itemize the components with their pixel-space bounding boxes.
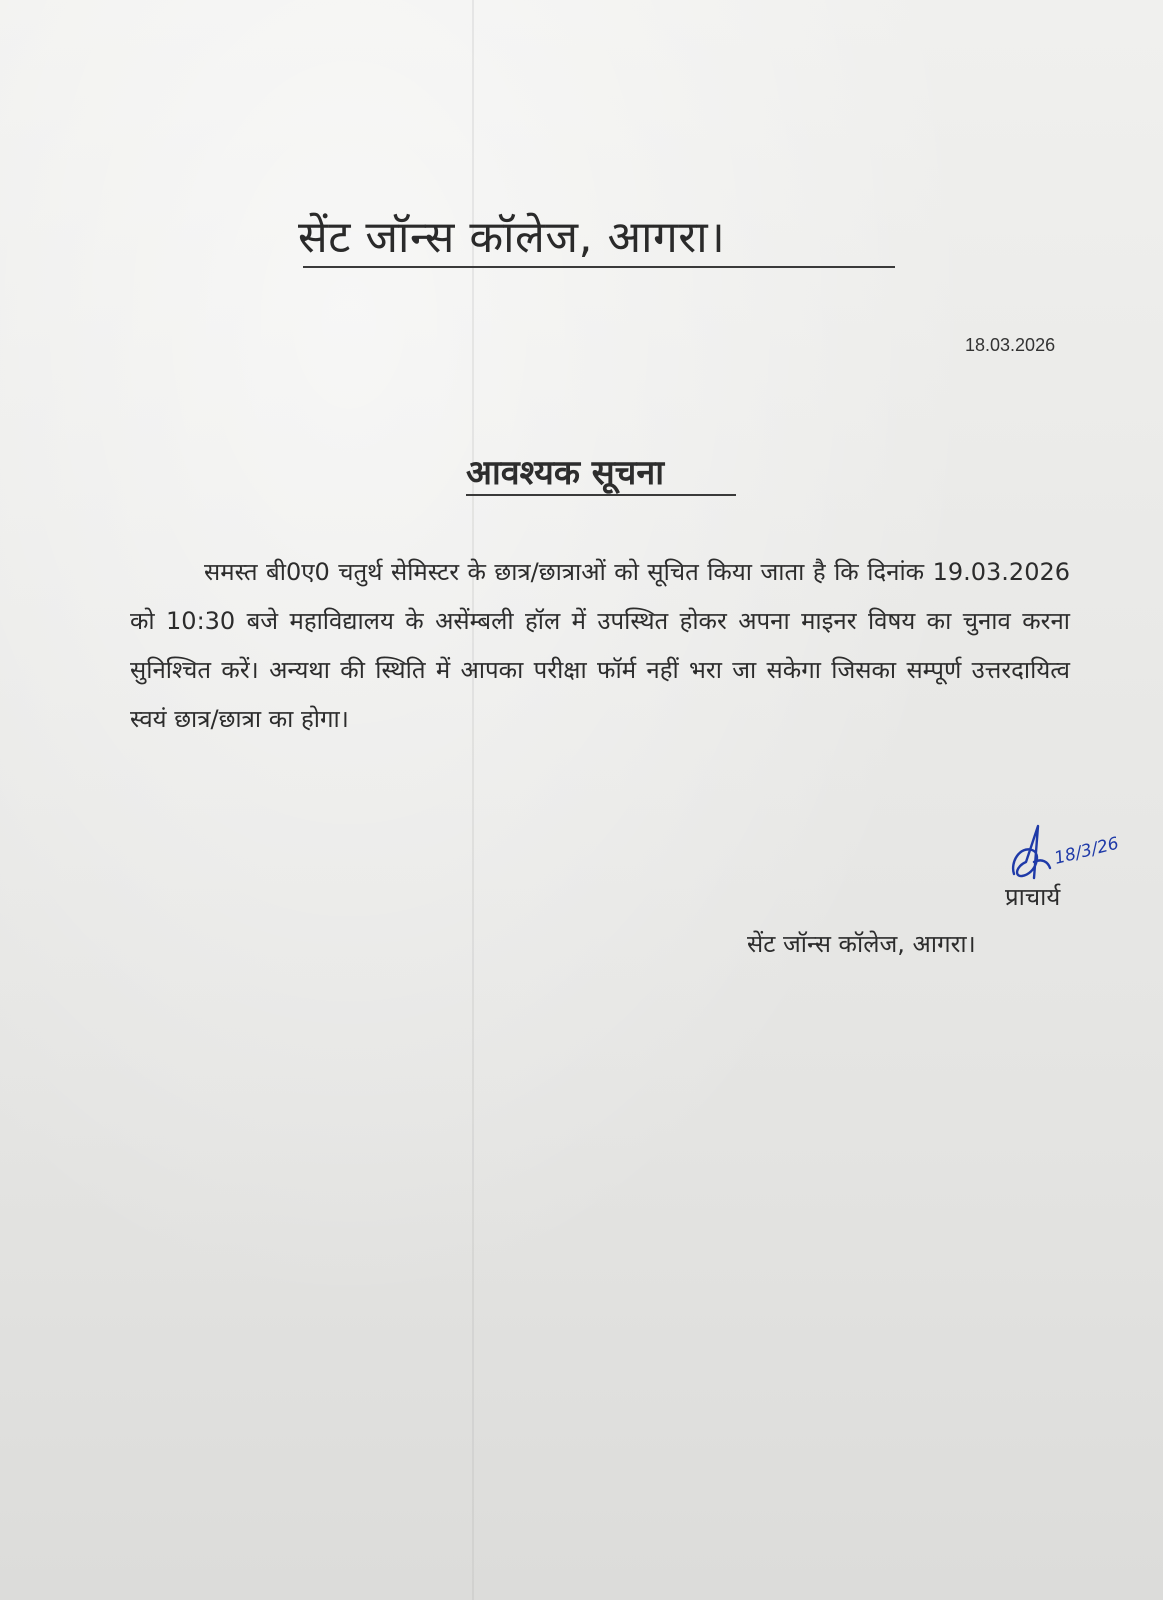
signature-date: 18/3/26 bbox=[1052, 833, 1121, 869]
notice-heading: आवश्यक सूचना bbox=[466, 453, 665, 493]
principal-designation: प्राचार्य bbox=[1005, 883, 1061, 911]
notice-body: समस्त बी0ए0 चतुर्थ सेमिस्टर के छात्र/छात्राओं को सूचित किया जाता है कि दिनांक 19.03.2026 को 10:30 बजे महाविद्यालय के असेंम्बली हॉल में उपस्थित होकर अपना माइनर विषय का चुनाव करना सुनिश्चित करें। अन्यथा की स्थिति में आपका परीक्षा फॉर्म नहीं भरा जा सकेगा जिसका सम्पूर्ण उत्तरदायित्व स्वयं छात्र/छात्रा का होगा। bbox=[130, 558, 1070, 733]
notice-date: 18.03.2026 bbox=[965, 335, 1056, 355]
title-underline bbox=[303, 266, 895, 268]
college-title: सेंट जॉन्स कॉलेज, आगरा। bbox=[298, 212, 726, 263]
signature-college-name: सेंट जॉन्स कॉलेज, आगरा। bbox=[747, 930, 976, 958]
heading-underline bbox=[466, 494, 736, 496]
